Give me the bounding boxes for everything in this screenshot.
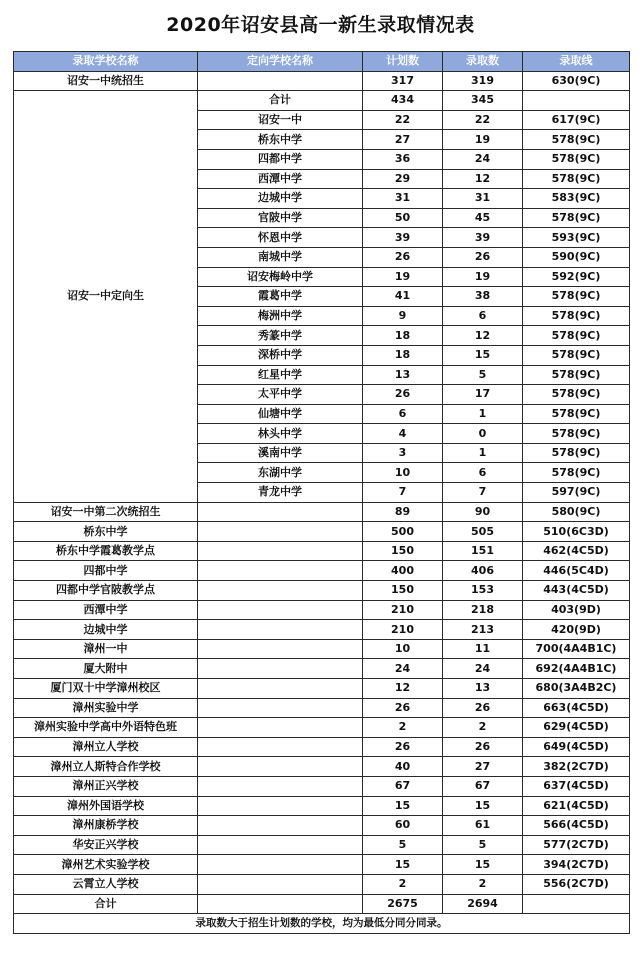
school-cell: 华安正兴学校 (14, 835, 198, 855)
table-row (14, 698, 630, 718)
table-row (14, 855, 630, 875)
target-cell (198, 816, 363, 836)
target-cell (198, 698, 363, 718)
admitted-cell: 26 (443, 247, 523, 267)
table-row (14, 581, 630, 601)
subtotal-label: 合计 (198, 91, 363, 111)
admitted-cell: 2694 (443, 894, 523, 914)
cutoff-cell: 680(3A4B2C) (523, 679, 630, 699)
admitted-cell: 22 (443, 110, 523, 130)
admitted-cell: 5 (443, 365, 523, 385)
table-row (14, 91, 630, 111)
plan-cell: 26 (363, 247, 443, 267)
target-cell: 红星中学 (198, 365, 363, 385)
admitted-cell: 319 (443, 71, 523, 91)
school-cell: 桥东中学霞葛教学点 (14, 541, 198, 561)
cutoff-cell (523, 91, 630, 111)
cutoff-cell: 700(4A4B1C) (523, 639, 630, 659)
target-cell (198, 874, 363, 894)
school-cell: 四都中学 (14, 561, 198, 581)
cutoff-cell: 566(4C5D) (523, 816, 630, 836)
target-cell: 怀恩中学 (198, 228, 363, 248)
plan-cell: 10 (363, 639, 443, 659)
school-cell: 漳州实验中学 (14, 698, 198, 718)
target-cell: 桥东中学 (198, 130, 363, 150)
target-cell (198, 855, 363, 875)
target-cell (198, 718, 363, 738)
cutoff-cell: 649(4C5D) (523, 737, 630, 757)
target-cell (198, 502, 363, 522)
plan-cell: 67 (363, 776, 443, 796)
table-row (14, 620, 630, 640)
plan-cell: 26 (363, 385, 443, 405)
cutoff-cell: 617(9C) (523, 110, 630, 130)
school-cell: 西潭中学 (14, 600, 198, 620)
target-cell (198, 620, 363, 640)
admitted-cell: 6 (443, 306, 523, 326)
table-row (14, 71, 630, 91)
admitted-cell: 1 (443, 404, 523, 424)
cutoff-cell: 578(9C) (523, 326, 630, 346)
admitted-cell: 153 (443, 581, 523, 601)
plan-cell: 2 (363, 718, 443, 738)
admitted-cell: 90 (443, 502, 523, 522)
admitted-cell: 12 (443, 326, 523, 346)
admitted-cell: 39 (443, 228, 523, 248)
target-cell: 梅洲中学 (198, 306, 363, 326)
school-cell: 漳州外国语学校 (14, 796, 198, 816)
table-row (14, 600, 630, 620)
plan-cell: 2675 (363, 894, 443, 914)
admitted-cell: 61 (443, 816, 523, 836)
grand-total-label: 合计 (14, 894, 198, 914)
school-cell: 桥东中学 (14, 522, 198, 542)
target-cell (198, 894, 363, 914)
cutoff-cell: 578(9C) (523, 306, 630, 326)
admitted-cell: 15 (443, 345, 523, 365)
admitted-cell: 12 (443, 169, 523, 189)
plan-cell: 400 (363, 561, 443, 581)
cutoff-cell: 420(9D) (523, 620, 630, 640)
table-row (14, 561, 630, 581)
table-row (14, 796, 630, 816)
school-cell: 诏安一中统招生 (14, 71, 198, 91)
cutoff-cell: 590(9C) (523, 247, 630, 267)
cutoff-cell: 443(4C5D) (523, 581, 630, 601)
admitted-cell: 1 (443, 443, 523, 463)
cutoff-cell: 663(4C5D) (523, 698, 630, 718)
admitted-cell: 345 (443, 91, 523, 111)
plan-cell: 150 (363, 581, 443, 601)
cutoff-cell: 578(9C) (523, 287, 630, 307)
plan-cell: 5 (363, 835, 443, 855)
admitted-cell: 406 (443, 561, 523, 581)
cutoff-cell: 578(9C) (523, 345, 630, 365)
plan-cell: 29 (363, 169, 443, 189)
target-cell (198, 581, 363, 601)
cutoff-cell: 578(9C) (523, 404, 630, 424)
cutoff-cell: 592(9C) (523, 267, 630, 287)
plan-cell: 4 (363, 424, 443, 444)
cutoff-cell: 621(4C5D) (523, 796, 630, 816)
admitted-cell: 17 (443, 385, 523, 405)
plan-cell: 210 (363, 600, 443, 620)
plan-cell: 2 (363, 874, 443, 894)
plan-cell: 39 (363, 228, 443, 248)
admitted-cell: 13 (443, 679, 523, 699)
plan-cell: 10 (363, 463, 443, 483)
header-admitted: 录取数 (443, 52, 523, 72)
cutoff-cell: 692(4A4B1C) (523, 659, 630, 679)
target-cell: 官陂中学 (198, 208, 363, 228)
plan-cell: 19 (363, 267, 443, 287)
school-cell: 四都中学官陂教学点 (14, 581, 198, 601)
school-cell: 云霄立人学校 (14, 874, 198, 894)
plan-cell: 40 (363, 757, 443, 777)
header-row (14, 52, 630, 72)
table-row (14, 639, 630, 659)
admitted-cell: 15 (443, 855, 523, 875)
target-cell: 林头中学 (198, 424, 363, 444)
target-cell: 南城中学 (198, 247, 363, 267)
target-cell: 青龙中学 (198, 483, 363, 503)
cutoff-cell: 382(2C7D) (523, 757, 630, 777)
plan-cell: 60 (363, 816, 443, 836)
cutoff-cell: 629(4C5D) (523, 718, 630, 738)
plan-cell: 150 (363, 541, 443, 561)
header-admitting-school: 录取学校名称 (14, 52, 198, 72)
admitted-cell: 19 (443, 267, 523, 287)
admitted-cell: 27 (443, 757, 523, 777)
table-row (14, 541, 630, 561)
admitted-cell: 67 (443, 776, 523, 796)
plan-cell: 210 (363, 620, 443, 640)
plan-cell: 6 (363, 404, 443, 424)
footnote: 录取数大于招生计划数的学校，均为最低分同分同录。 (14, 914, 630, 934)
plan-cell: 317 (363, 71, 443, 91)
admitted-cell: 505 (443, 522, 523, 542)
plan-cell: 18 (363, 326, 443, 346)
school-cell: 漳州实验中学高中外语特色班 (14, 718, 198, 738)
plan-cell: 26 (363, 698, 443, 718)
cutoff-cell: 577(2C7D) (523, 835, 630, 855)
header-plan: 计划数 (363, 52, 443, 72)
school-cell: 漳州康桥学校 (14, 816, 198, 836)
school-cell: 漳州艺术实验学校 (14, 855, 198, 875)
cutoff-cell: 630(9C) (523, 71, 630, 91)
admission-table (13, 51, 630, 934)
target-cell: 东湖中学 (198, 463, 363, 483)
target-cell: 西潭中学 (198, 169, 363, 189)
target-cell: 太平中学 (198, 385, 363, 405)
plan-cell: 9 (363, 306, 443, 326)
admitted-cell: 24 (443, 149, 523, 169)
plan-cell: 27 (363, 130, 443, 150)
page-title: 2020年诏安县高一新生录取情况表 (166, 14, 475, 36)
plan-cell: 434 (363, 91, 443, 111)
admitted-cell: 2 (443, 874, 523, 894)
target-cell: 深桥中学 (198, 345, 363, 365)
admitted-cell: 2 (443, 718, 523, 738)
target-cell (198, 757, 363, 777)
target-cell: 霞葛中学 (198, 287, 363, 307)
plan-cell: 12 (363, 679, 443, 699)
school-cell: 边城中学 (14, 620, 198, 640)
cutoff-cell: 583(9C) (523, 189, 630, 209)
target-cell (198, 600, 363, 620)
target-cell: 诏安一中 (198, 110, 363, 130)
admitted-cell: 45 (443, 208, 523, 228)
target-cell (198, 679, 363, 699)
plan-cell: 31 (363, 189, 443, 209)
admitted-cell: 5 (443, 835, 523, 855)
admitted-cell: 7 (443, 483, 523, 503)
target-cell (198, 796, 363, 816)
target-cell (198, 522, 363, 542)
cutoff-cell: 578(9C) (523, 424, 630, 444)
directed-school-cell: 诏安一中定向生 (14, 91, 198, 502)
plan-cell: 50 (363, 208, 443, 228)
target-cell (198, 541, 363, 561)
table-row (14, 835, 630, 855)
target-cell (198, 835, 363, 855)
cutoff-cell: 578(9C) (523, 169, 630, 189)
cutoff-cell: 403(9D) (523, 600, 630, 620)
admitted-cell: 218 (443, 600, 523, 620)
table-row (14, 502, 630, 522)
target-cell: 秀篆中学 (198, 326, 363, 346)
note-row (14, 914, 630, 934)
target-cell: 四都中学 (198, 149, 363, 169)
school-cell: 诏安一中第二次统招生 (14, 502, 198, 522)
cutoff-cell: 556(2C7D) (523, 874, 630, 894)
plan-cell: 22 (363, 110, 443, 130)
plan-cell: 7 (363, 483, 443, 503)
admitted-cell: 26 (443, 698, 523, 718)
target-cell: 溪南中学 (198, 443, 363, 463)
admitted-cell: 19 (443, 130, 523, 150)
cutoff-cell: 578(9C) (523, 208, 630, 228)
admitted-cell: 38 (443, 287, 523, 307)
cutoff-cell (523, 894, 630, 914)
admitted-cell: 6 (443, 463, 523, 483)
cutoff-cell: 578(9C) (523, 365, 630, 385)
table-row (14, 679, 630, 699)
table-row (14, 874, 630, 894)
target-cell (198, 737, 363, 757)
target-cell: 诏安梅岭中学 (198, 267, 363, 287)
plan-cell: 24 (363, 659, 443, 679)
plan-cell: 15 (363, 796, 443, 816)
table-row (14, 816, 630, 836)
cutoff-cell: 637(4C5D) (523, 776, 630, 796)
plan-cell: 18 (363, 345, 443, 365)
target-cell (198, 639, 363, 659)
table-row (14, 718, 630, 738)
cutoff-cell: 580(9C) (523, 502, 630, 522)
admitted-cell: 151 (443, 541, 523, 561)
table-body (14, 71, 630, 933)
cutoff-cell: 578(9C) (523, 130, 630, 150)
school-cell: 漳州一中 (14, 639, 198, 659)
admitted-cell: 213 (443, 620, 523, 640)
plan-cell: 15 (363, 855, 443, 875)
cutoff-cell: 394(2C7D) (523, 855, 630, 875)
plan-cell: 3 (363, 443, 443, 463)
admitted-cell: 15 (443, 796, 523, 816)
target-cell (198, 659, 363, 679)
grand-total-row (14, 894, 630, 914)
cutoff-cell: 462(4C5D) (523, 541, 630, 561)
school-cell: 漳州正兴学校 (14, 776, 198, 796)
school-cell: 漳州立人斯特合作学校 (14, 757, 198, 777)
cutoff-cell: 578(9C) (523, 385, 630, 405)
header-target-school: 定向学校名称 (198, 52, 363, 72)
table-row (14, 522, 630, 542)
plan-cell: 89 (363, 502, 443, 522)
target-cell (198, 71, 363, 91)
target-cell (198, 776, 363, 796)
plan-cell: 41 (363, 287, 443, 307)
cutoff-cell: 446(5C4D) (523, 561, 630, 581)
plan-cell: 26 (363, 737, 443, 757)
admitted-cell: 31 (443, 189, 523, 209)
target-cell: 边城中学 (198, 189, 363, 209)
target-cell (198, 561, 363, 581)
target-cell: 仙塘中学 (198, 404, 363, 424)
table-row (14, 757, 630, 777)
admitted-cell: 11 (443, 639, 523, 659)
table-row (14, 659, 630, 679)
admitted-cell: 24 (443, 659, 523, 679)
admitted-cell: 0 (443, 424, 523, 444)
plan-cell: 500 (363, 522, 443, 542)
cutoff-cell: 578(9C) (523, 443, 630, 463)
plan-cell: 13 (363, 365, 443, 385)
admitted-cell: 26 (443, 737, 523, 757)
school-cell: 厦大附中 (14, 659, 198, 679)
plan-cell: 36 (363, 149, 443, 169)
school-cell: 厦门双十中学漳州校区 (14, 679, 198, 699)
table-row (14, 776, 630, 796)
table-row (14, 737, 630, 757)
cutoff-cell: 510(6C3D) (523, 522, 630, 542)
cutoff-cell: 593(9C) (523, 228, 630, 248)
school-cell: 漳州立人学校 (14, 737, 198, 757)
cutoff-cell: 578(9C) (523, 149, 630, 169)
cutoff-cell: 597(9C) (523, 483, 630, 503)
header-cutoff: 录取线 (523, 52, 630, 72)
cutoff-cell: 578(9C) (523, 463, 630, 483)
